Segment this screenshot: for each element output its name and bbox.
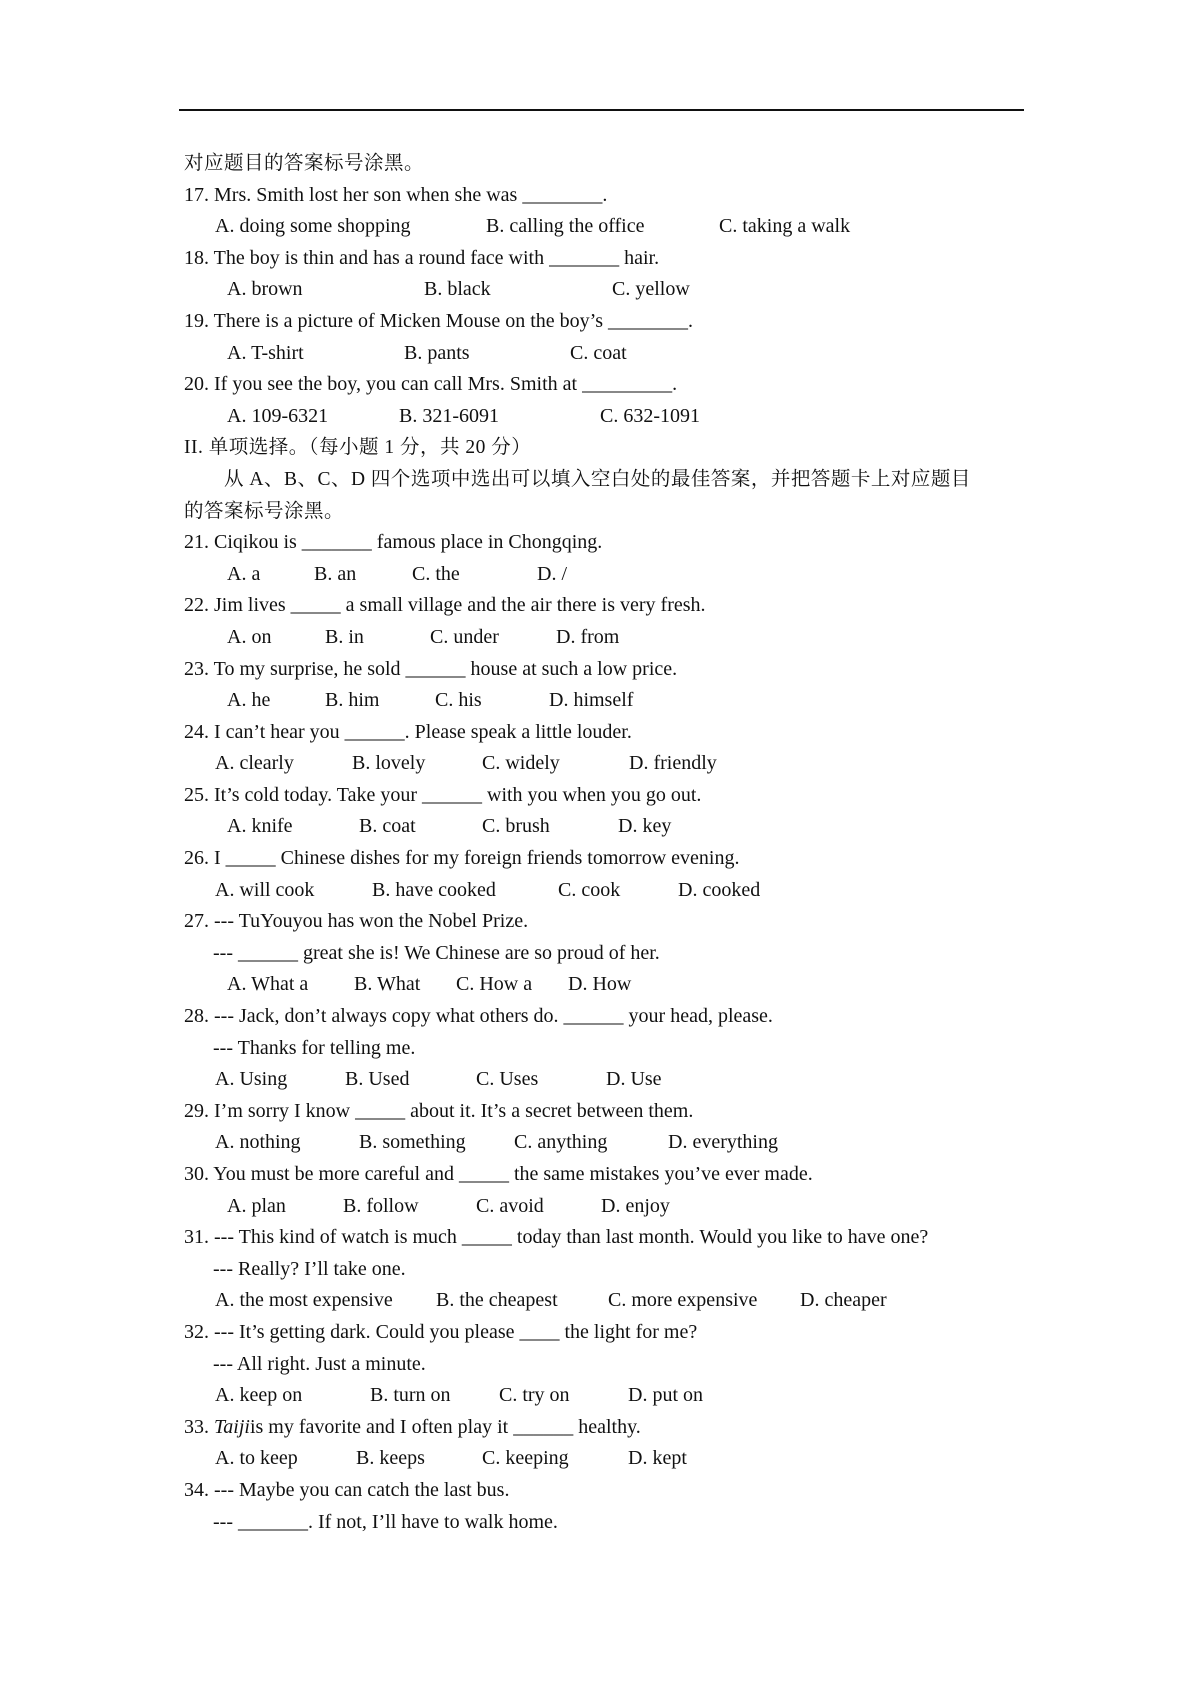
question-33-rest: is my favorite and I often play it ______ healthy. <box>249 1415 641 1438</box>
option-c: C. the <box>412 562 460 585</box>
question-19-options <box>184 338 1030 370</box>
question-20-options <box>184 401 1030 433</box>
section-instruction: 从 A、B、C、D 四个选项中选出可以填入空白处的最佳答案，并把答题卡上对应题目 <box>224 468 971 490</box>
question-31-stem: 31. --- This kind of watch is much _____ today than last month. Would you like to have one? <box>184 1226 929 1249</box>
option-b: B. pants <box>404 341 470 364</box>
question-22-options <box>184 622 1030 654</box>
question-24-stem: 24. I can’t hear you ______. Please speak a little louder. <box>184 720 632 743</box>
option-a: A. to keep <box>215 1447 298 1470</box>
option-a: A. T-shirt <box>227 341 304 364</box>
option-d: D. friendly <box>629 752 717 775</box>
option-d: D. How <box>568 973 632 996</box>
question-27-options <box>184 969 1030 1001</box>
option-d: D. Use <box>606 1068 662 1091</box>
option-d: D. cooked <box>678 878 761 901</box>
option-b: B. him <box>325 689 380 712</box>
option-b: B. What <box>354 973 421 996</box>
question-32-options <box>184 1380 1030 1412</box>
option-a: A. the most expensive <box>215 1289 393 1312</box>
question-22-stem: 22. Jim lives _____ a small village and the air there is very fresh. <box>184 594 706 617</box>
option-c: C. his <box>435 689 482 712</box>
question-24-options <box>184 748 1030 780</box>
question-25-stem: 25. It’s cold today. Take your ______ with you when you go out. <box>184 783 702 806</box>
option-b: B. Used <box>345 1068 410 1091</box>
option-a: A. Using <box>215 1068 288 1091</box>
option-c: C. taking a walk <box>719 215 851 238</box>
option-d: D. key <box>618 815 672 838</box>
option-a: A. brown <box>227 278 303 301</box>
section-instruction-continued: 的答案标号涂黑。 <box>184 500 345 522</box>
option-b: B. turn on <box>370 1384 451 1407</box>
question-32-stem: 32. --- It’s getting dark. Could you please ____ the light for me? <box>184 1320 698 1343</box>
section-heading: II. 单项选择。（每小题 1 分，共 20 分） <box>184 437 532 459</box>
question-34-stem: 34. --- Maybe you can catch the last bus. <box>184 1478 510 1501</box>
option-c: C. widely <box>482 752 560 775</box>
question-17-stem: 17. Mrs. Smith lost her son when she was ________. <box>184 183 608 206</box>
question-30-stem: 30. You must be more careful and _____ the same mistakes you’ve ever made. <box>184 1163 813 1185</box>
option-b: B. coat <box>359 815 416 838</box>
option-c: C. avoid <box>476 1194 544 1217</box>
question-28-dialog: --- Thanks for telling me. <box>213 1036 416 1059</box>
option-c: C. under <box>430 625 499 648</box>
option-c: C. cook <box>558 878 621 901</box>
question-26-stem: 26. I _____ Chinese dishes for my foreign friends tomorrow evening. <box>184 847 740 870</box>
option-a: A. 109-6321 <box>227 404 329 427</box>
option-c: C. keeping <box>482 1447 569 1470</box>
question-21-options <box>184 559 1030 591</box>
option-b: B. calling the office <box>486 215 645 238</box>
option-a: A. doing some shopping <box>215 215 411 238</box>
question-18-stem: 18. The boy is thin and has a round face with _______ hair. <box>184 246 660 269</box>
question-25-options <box>184 811 1030 843</box>
question-33-number: 33. <box>184 1415 214 1438</box>
intro-fragment: 对应题目的答案标号涂黑。 <box>184 153 425 174</box>
question-27-dialog: --- ______ great she is! We Chinese are so proud of her. <box>213 941 660 964</box>
option-c: C. try on <box>499 1384 570 1407</box>
question-33-italic-term: Taiji <box>214 1415 250 1438</box>
option-a: A. nothing <box>215 1131 301 1154</box>
option-d: D. / <box>537 562 567 585</box>
document-body <box>184 148 1030 1538</box>
option-a: A. on <box>227 625 272 648</box>
question-29-options <box>184 1127 1030 1159</box>
question-27-stem: 27. --- TuYouyou has won the Nobel Prize. <box>184 910 529 933</box>
option-d: D. himself <box>549 689 634 712</box>
question-20-stem: 20. If you see the boy, you can call Mrs. Smith at _________. <box>184 373 678 396</box>
option-b: B. keeps <box>356 1447 425 1470</box>
option-b: B. follow <box>343 1194 419 1217</box>
option-a: A. clearly <box>215 752 294 775</box>
option-b: B. something <box>359 1131 466 1154</box>
option-c: C. brush <box>482 815 550 838</box>
option-b: B. the cheapest <box>436 1289 558 1312</box>
question-26-options <box>184 875 1030 907</box>
option-a: A. will cook <box>215 878 315 901</box>
question-31-options <box>184 1285 1030 1317</box>
option-c: C. coat <box>570 341 627 364</box>
option-b: B. in <box>325 625 364 648</box>
option-c: C. yellow <box>612 278 690 301</box>
option-d: D. cheaper <box>800 1289 887 1312</box>
option-a: A. knife <box>227 815 293 838</box>
question-17-options <box>184 211 1030 243</box>
option-a: A. keep on <box>215 1384 303 1407</box>
option-a: A. plan <box>227 1194 286 1217</box>
option-b: B. black <box>424 278 491 301</box>
question-18-options <box>184 274 1030 306</box>
question-34-dialog: --- _______. If not, I’ll have to walk home. <box>213 1510 558 1533</box>
option-d: D. put on <box>628 1384 703 1407</box>
option-b: B. 321-6091 <box>399 404 499 427</box>
option-c: C. anything <box>514 1131 608 1154</box>
header-rule <box>179 109 1024 111</box>
question-30-options <box>184 1191 1030 1223</box>
question-28-options <box>184 1064 1030 1096</box>
option-a: A. he <box>227 689 271 712</box>
option-a: A. a <box>227 562 261 585</box>
option-b: B. lovely <box>352 752 426 775</box>
question-19-stem: 19. There is a picture of Micken Mouse on the boy’s ________. <box>184 309 693 332</box>
option-d: D. everything <box>668 1131 778 1154</box>
question-32-dialog: --- All right. Just a minute. <box>213 1352 426 1375</box>
question-21-stem: 21. Ciqikou is _______ famous place in Chongqing. <box>184 531 603 554</box>
option-c: C. more expensive <box>608 1289 758 1312</box>
option-c: C. Uses <box>476 1068 539 1091</box>
option-b: B. an <box>314 562 357 585</box>
option-d: D. enjoy <box>601 1194 670 1217</box>
option-b: B. have cooked <box>372 878 496 901</box>
option-d: D. from <box>556 625 620 648</box>
option-d: D. kept <box>628 1447 687 1470</box>
question-31-dialog: --- Really? I’ll take one. <box>213 1257 406 1280</box>
question-23-stem: 23. To my surprise, he sold ______ house at such a low price. <box>184 657 678 680</box>
option-a: A. What a <box>227 973 309 996</box>
question-33-options <box>184 1443 1030 1475</box>
question-33-stem <box>184 1412 1030 1444</box>
question-23-options <box>184 685 1030 717</box>
option-c: C. 632-1091 <box>600 404 700 427</box>
question-28-stem: 28. --- Jack, don’t always copy what others do. ______ your head, please. <box>184 1005 773 1028</box>
question-29-stem: 29. I’m sorry I know _____ about it. It’s a secret between them. <box>184 1099 694 1122</box>
option-c: C. How a <box>456 973 533 996</box>
